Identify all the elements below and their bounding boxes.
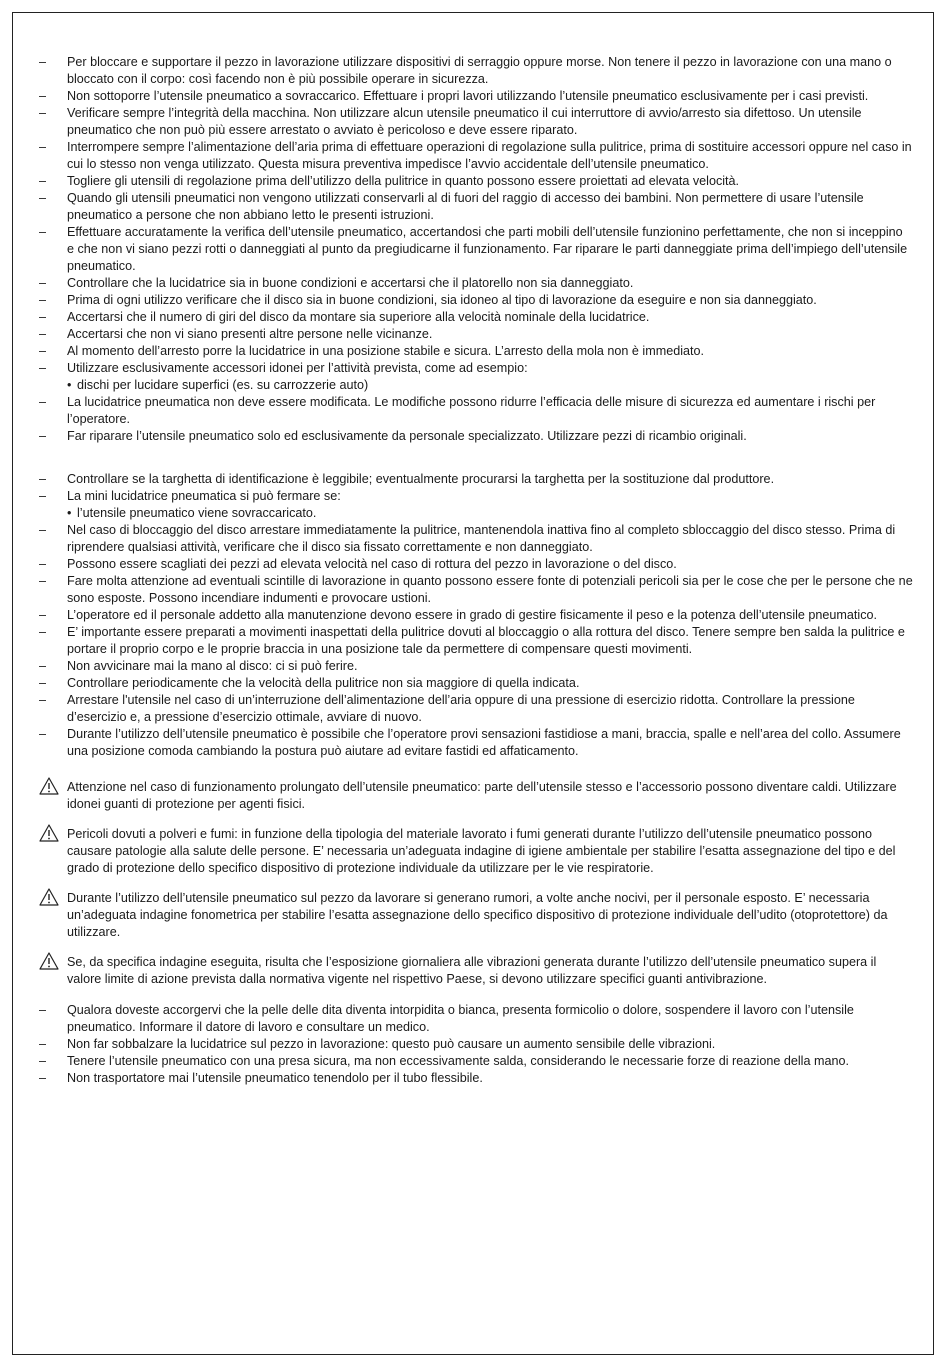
list-item <box>39 658 913 675</box>
list-item <box>39 428 913 445</box>
dash-marker: – <box>39 1071 47 1085</box>
dash-marker: – <box>39 344 47 358</box>
safety-list-3 <box>39 1002 913 1087</box>
item-text: La mini lucidatrice pneumatica si può fermare se: <box>67 489 341 503</box>
dash-marker: – <box>39 174 47 188</box>
item-text: Accertarsi che non vi siano presenti altre persone nelle vicinanze. <box>67 327 433 341</box>
list-item <box>39 607 913 624</box>
dash-marker: – <box>39 293 47 307</box>
warning-text: Pericoli dovuti a polveri e fumi: in funzione della tipologia del materiale lavorato i fumi generati durante l’utilizzo dell’utensile pneumatico possono causare patologie alla salute delle persone. E’ necessaria un’adeguata indagine di igiene ambientale per stabilire l’esatta assegnazione del tipo e del grado di protezione dello specifico dispositivo di protezione individuale da utilizzare per le vie respiratorie. <box>67 827 896 875</box>
list-item <box>39 1070 913 1087</box>
dash-marker: – <box>39 659 47 673</box>
dash-marker: – <box>39 727 47 741</box>
dash-marker: – <box>39 557 47 571</box>
item-text: L’operatore ed il personale addetto alla manutenzione devono essere in grado di gestire fisicamente il peso e la potenza dell’utensile pneumatico. <box>67 608 878 622</box>
dash-marker: – <box>39 327 47 341</box>
bullet-marker: • <box>67 378 72 392</box>
list-item <box>39 692 913 726</box>
warning-triangle-icon <box>39 777 59 795</box>
list-item <box>39 1036 913 1053</box>
warning-triangle-icon <box>39 952 59 970</box>
item-text: dischi per lucidare superfici (es. su carrozzerie auto) <box>77 378 369 392</box>
item-text: l’utensile pneumatico viene sovraccaricato. <box>77 506 317 520</box>
warning-note <box>39 954 913 988</box>
item-text: Prima di ogni utilizzo verificare che il disco sia in buone condizioni, sia idoneo al tipo di lavorazione da eseguire e non sia danneggiato. <box>67 293 817 307</box>
dash-marker: – <box>39 608 47 622</box>
list-item <box>39 173 913 190</box>
dash-marker: – <box>39 89 47 103</box>
dash-marker: – <box>39 395 47 409</box>
dash-marker: – <box>39 106 47 120</box>
item-text: Non trasportatore mai l’utensile pneumatico tenendolo per il tubo flessibile. <box>67 1071 483 1085</box>
dash-marker: – <box>39 574 47 588</box>
dash-marker: – <box>39 1037 47 1051</box>
warning-text: Attenzione nel caso di funzionamento prolungato dell’utensile pneumatico: parte dell’utensile stesso e l’accessorio possono diventare caldi. Utilizzare idonei guanti di protezione per agenti fisici. <box>67 780 897 811</box>
item-text: Qualora doveste accorgervi che la pelle delle dita diventa intorpidita o bianca, presenta formicolio o dolore, sospendere il lavoro con l’utensile pneumatico. Informare il datore di lavoro e consultare un medico. <box>67 1003 854 1034</box>
item-text: Controllare se la targhetta di identificazione è leggibile; eventualmente procurarsi la targhetta per la sostituzione dal produttore. <box>67 472 775 486</box>
warning-block <box>39 779 913 988</box>
list-item <box>39 54 913 88</box>
list-item <box>39 105 913 139</box>
list-item <box>39 1002 913 1036</box>
warning-text: Se, da specifica indagine eseguita, risulta che l’esposizione giornaliera alle vibrazioni generata durante l’utilizzo dell’utensile pneumatico supera il valore limite di azione prevista dalla normativa vigente nel rispettivo Paese, si devono utilizzare specifici guanti antivibrazione. <box>67 955 877 986</box>
list-item <box>39 522 913 556</box>
sub-list-item <box>39 377 913 394</box>
dash-marker: – <box>39 429 47 443</box>
item-text: Far riparare l’utensile pneumatico solo ed esclusivamente da personale specializzato. Utilizzare pezzi di ricambio originali. <box>67 429 747 443</box>
dash-marker: – <box>39 1003 47 1017</box>
warning-text: Durante l’utilizzo dell’utensile pneumatico sul pezzo da lavorare si generano rumori, a volte anche nocivi, per il personale esposto. E’ necessaria un’adeguata indagine fonometrica per stabilire l’esatta assegnazione dello specifico dispositivo di protezione individuale dell’udito (otoprotettore) da utilizzare. <box>67 891 888 939</box>
manual-page <box>12 12 934 1355</box>
item-text: Utilizzare esclusivamente accessori idonei per l’attività prevista, come ad esempio: <box>67 361 528 375</box>
item-text: Quando gli utensili pneumatici non vengono utilizzati conservarli al di fuori del raggio di accesso dei bambini. Non permettere di usare l’utensile pneumatico a persone che non abbiano letto le presenti istruzioni. <box>67 191 864 222</box>
warning-note <box>39 890 913 941</box>
list-item <box>39 360 913 377</box>
warning-note <box>39 826 913 877</box>
list-item <box>39 556 913 573</box>
warning-note <box>39 779 913 813</box>
dash-marker: – <box>39 55 47 69</box>
item-text: Per bloccare e supportare il pezzo in lavorazione utilizzare dispositivi di serraggio oppure morse. Non tenere il pezzo in lavorazione con una mano o bloccato con il corpo: così facendo non è più possibile operare in sicurezza. <box>67 55 892 86</box>
item-text: Verificare sempre l’integrità della macchina. Non utilizzare alcun utensile pneumatico il cui interruttore di avvio/arresto sia difettoso. Un utensile pneumatico che non può più essere arrestato o avviato è pericoloso e deve essere riparato. <box>67 106 862 137</box>
item-text: Nel caso di bloccaggio del disco arrestare immediatamente la pulitrice, mantenendola inattiva fino al completo sbloccaggio del disco stesso. Prima di riprendere qualsiasi attività, verificare che il disco sia fissato correttamente e non danneggiato. <box>67 523 896 554</box>
list-item <box>39 309 913 326</box>
list-item <box>39 726 913 760</box>
dash-marker: – <box>39 361 47 375</box>
item-text: Accertarsi che il numero di giri del disco da montare sia superiore alla velocità nominale della lucidatrice. <box>67 310 650 324</box>
list-item <box>39 139 913 173</box>
page-content <box>39 54 913 1087</box>
item-text: Tenere l’utensile pneumatico con una presa sicura, ma non eccessivamente salda, considerando le necessarie forze di reazione della mano. <box>67 1054 849 1068</box>
item-text: Non avvicinare mai la mano al disco: ci si può ferire. <box>67 659 358 673</box>
item-text: Togliere gli utensili di regolazione prima dell’utilizzo della pulitrice in quanto possono essere proiettati ad elevata velocità. <box>67 174 740 188</box>
item-text: Arrestare l'utensile nel caso di un’interruzione dell’alimentazione dell’aria oppure di una pressione di esercizio ridotta. Controllare la pressione d’esercizio e, a pressione d’esercizio ottimale, avviare di nuovo. <box>67 693 855 724</box>
item-text: E’ importante essere preparati a movimenti inaspettati della pulitrice dovuti al bloccaggio o alla rottura del disco. Tenere sempre ben salda la pulitrice e portare il proprio corpo e le proprie braccia in una posizione tale da permettere di compensare questi movimenti. <box>67 625 905 656</box>
item-text: La lucidatrice pneumatica non deve essere modificata. Le modifiche possono ridurre l’efficacia delle misure di sicurezza ed aumentare i rischi per l’operatore. <box>67 395 876 426</box>
dash-marker: – <box>39 191 47 205</box>
list-item <box>39 471 913 488</box>
dash-marker: – <box>39 676 47 690</box>
safety-list-1 <box>39 54 913 445</box>
dash-marker: – <box>39 489 47 503</box>
list-item <box>39 488 913 505</box>
item-text: Non far sobbalzare la lucidatrice sul pezzo in lavorazione: questo può causare un aumento sensibile delle vibrazioni. <box>67 1037 716 1051</box>
dash-marker: – <box>39 523 47 537</box>
item-text: Effettuare accuratamente la verifica dell’utensile pneumatico, accertandosi che parti mobili dell’utensile funzionino perfettamente, che non si inceppino e che non vi siano pezzi rotti o danneggiati al punto da pregiudicarne il funzionamento. Far riparare le parti danneggiate prima dell’impiego dell’utensile pneumatico. <box>67 225 908 273</box>
dash-marker: – <box>39 472 47 486</box>
item-text: Fare molta attenzione ad eventuali scintille di lavorazione in quanto possono essere fonte di potenziali pericoli sia per le cose che per le persone che ne sono esposte. Possono incendiare indumenti e provocare ustioni. <box>67 574 913 605</box>
sub-list-item <box>39 505 913 522</box>
list-item <box>39 343 913 360</box>
dash-marker: – <box>39 225 47 239</box>
item-text: Controllare che la lucidatrice sia in buone condizioni e accertarsi che il platorello non sia danneggiato. <box>67 276 634 290</box>
bullet-marker: • <box>67 506 72 520</box>
list-item <box>39 573 913 607</box>
dash-marker: – <box>39 1054 47 1068</box>
warning-triangle-icon <box>39 824 59 842</box>
item-text: Durante l’utilizzo dell’utensile pneumatico è possibile che l’operatore provi sensazioni fastidiose a mani, braccia, spalle e nell’area del collo. Assumere una posizione comoda cambiando la postura può aiutare ad evitare fastidi ed affaticamento. <box>67 727 901 758</box>
dash-marker: – <box>39 693 47 707</box>
list-item <box>39 292 913 309</box>
list-item <box>39 624 913 658</box>
item-text: Interrompere sempre l’alimentazione dell’aria prima di effettuare operazioni di regolazione sulla pulitrice, prima di sostituire accessori oppure nel caso in cui lo stesso non venga utilizzato. Questa misura preventiva impedisce l’avvio accidentale dell’utensile pneumatico. <box>67 140 912 171</box>
warning-triangle-icon <box>39 888 59 906</box>
list-item <box>39 224 913 275</box>
item-text: Controllare periodicamente che la velocità della pulitrice non sia maggiore di quella indicata. <box>67 676 580 690</box>
list-item <box>39 675 913 692</box>
item-text: Al momento dell’arresto porre la lucidatrice in una posizione stabile e sicura. L’arresto della mola non è immediato. <box>67 344 705 358</box>
dash-marker: – <box>39 276 47 290</box>
safety-list-2 <box>39 471 913 760</box>
dash-marker: – <box>39 625 47 639</box>
list-item <box>39 1053 913 1070</box>
list-item <box>39 394 913 428</box>
list-item <box>39 326 913 343</box>
list-item <box>39 190 913 224</box>
item-text: Non sottoporre l’utensile pneumatico a sovraccarico. Effettuare i propri lavori utilizzando l’utensile pneumatico esclusivamente per i casi previsti. <box>67 89 869 103</box>
list-item <box>39 275 913 292</box>
dash-marker: – <box>39 310 47 324</box>
item-text: Possono essere scagliati dei pezzi ad elevata velocità nel caso di rottura del pezzo in lavorazione o del disco. <box>67 557 677 571</box>
list-item <box>39 88 913 105</box>
dash-marker: – <box>39 140 47 154</box>
